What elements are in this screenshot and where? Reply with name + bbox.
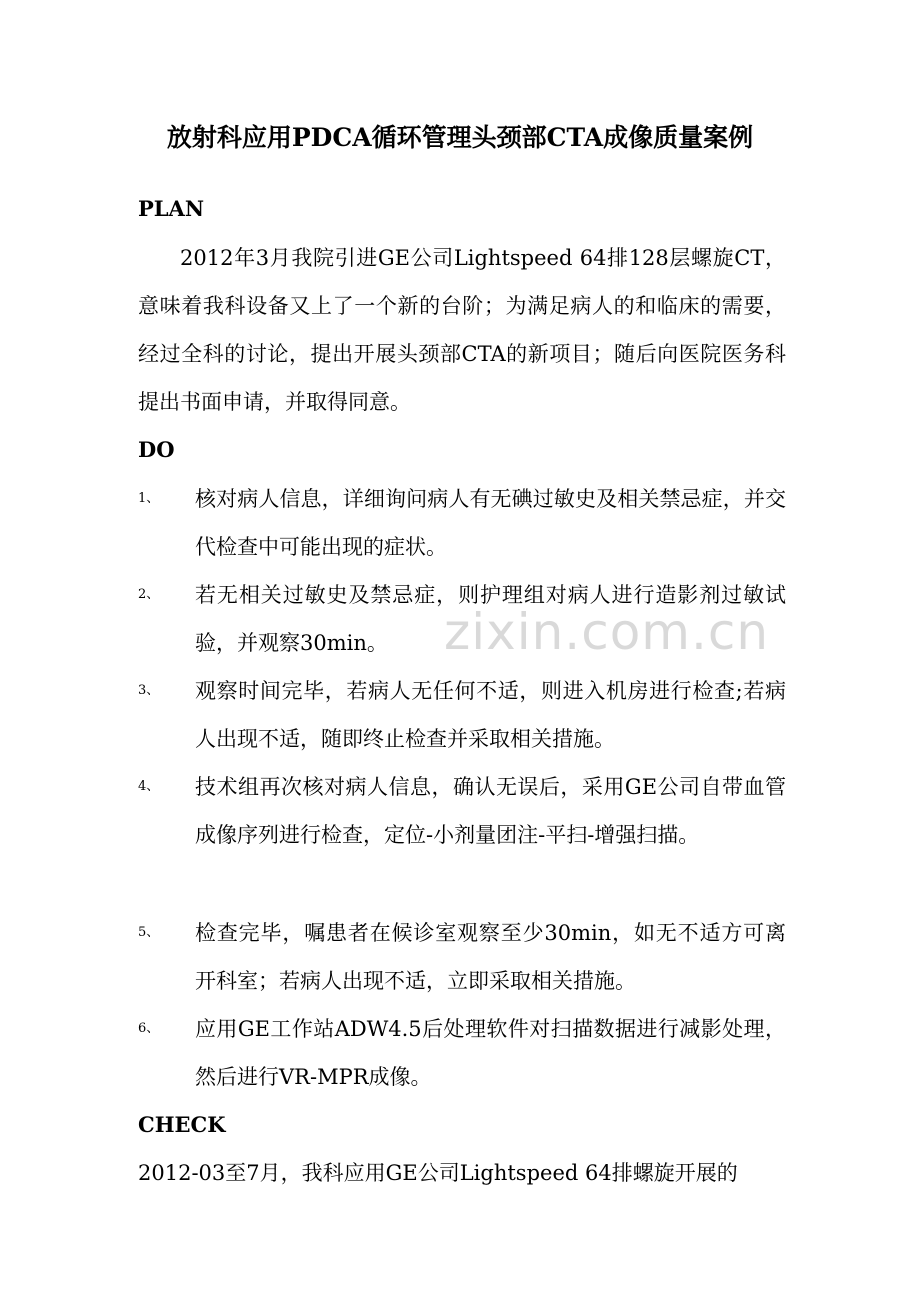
item-text: 观察时间完毕，若病人无任何不适，则进入机房进行检查;若病人出现不适，随即终止检查并采取相关措施。 — [195, 679, 786, 751]
do-list-item — [138, 571, 786, 667]
do-list-item — [138, 667, 786, 763]
check-heading: CHECK — [138, 1112, 226, 1137]
do-list-item — [138, 475, 786, 571]
do-list-item — [138, 909, 786, 1005]
item-number: 2、 — [138, 587, 160, 602]
item-text: 技术组再次核对病人信息，确认无误后，采用GE公司自带血管成像序列进行检查，定位-小剂量团注-平扫-增强扫描。 — [195, 775, 786, 847]
item-number: 6、 — [138, 1021, 160, 1036]
item-number: 3、 — [138, 683, 160, 698]
plan-paragraph: 2012年3月我院引进GE公司Lightspeed 64排128层螺旋CT，意味着我科设备又上了一个新的台阶；为满足病人的和临床的需要，经过全科的讨论，提出开展头颈部CTA的新项目；随后向医院医务科提出书面申请，并取得同意。 — [138, 246, 786, 414]
plan-heading: PLAN — [138, 196, 205, 221]
item-text: 应用GE工作站ADW4.5后处理软件对扫描数据进行减影处理，然后进行VR-MPR成像。 — [195, 1017, 786, 1089]
document-title: 放射科应用PDCA循环管理头颈部CTA成像质量案例 — [166, 123, 754, 152]
site-watermark: zixin.com.cn — [444, 603, 770, 661]
do-list-item — [138, 763, 786, 859]
item-text: 若无相关过敏史及禁忌症，则护理组对病人进行造影剂过敏试验，并观察30min。 — [195, 583, 786, 655]
do-list-item — [138, 1005, 786, 1101]
item-number: 5、 — [138, 925, 160, 940]
do-heading: DO — [138, 437, 175, 462]
item-number: 1、 — [138, 491, 160, 506]
item-number: 4、 — [138, 779, 160, 794]
item-text: 检查完毕，嘱患者在候诊室观察至少30min，如无不适方可离开科室；若病人出现不适，立即采取相关措施。 — [195, 921, 786, 993]
check-paragraph: 2012-03至7月，我科应用GE公司Lightspeed 64排螺旋开展的 — [138, 1161, 738, 1185]
item-text: 核对病人信息，详细询问病人有无碘过敏史及相关禁忌症，并交代检查中可能出现的症状。 — [195, 487, 786, 559]
